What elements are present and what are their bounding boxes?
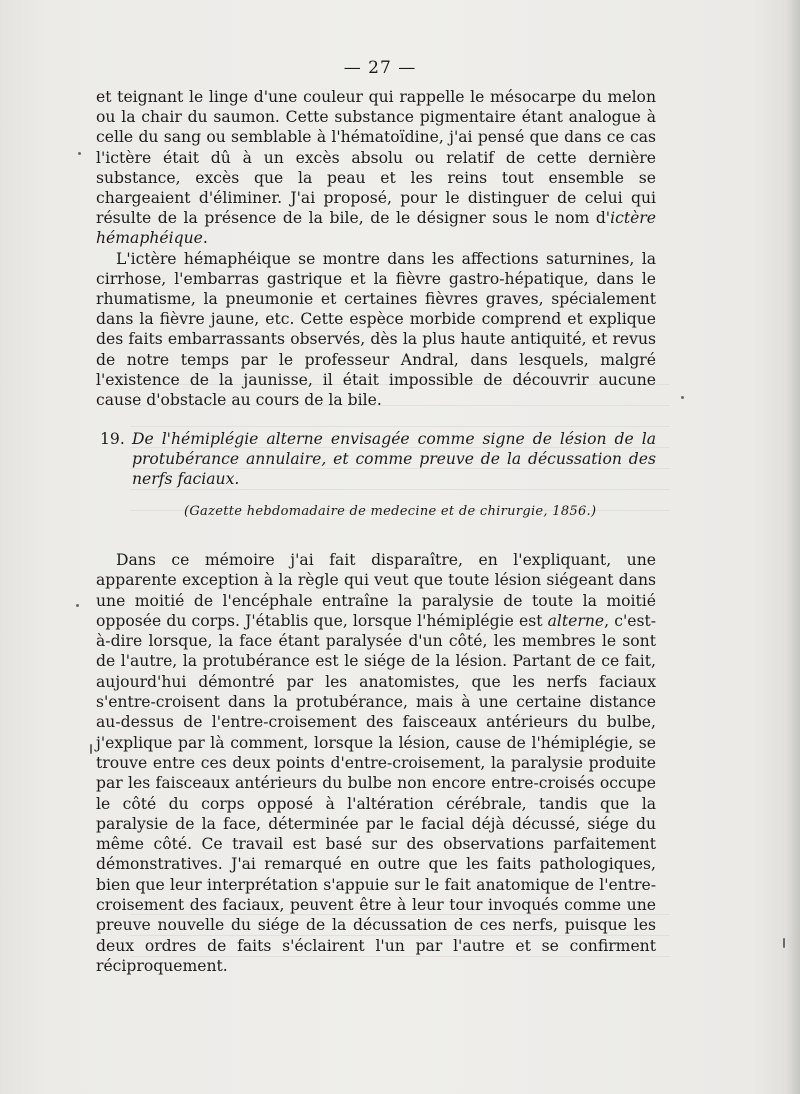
source-citation: (Gazette hebdomadaire de medecine et de chirurgie, 1856.) — [184, 504, 597, 519]
page-number: — 27 — — [343, 58, 417, 78]
emphasized-term: alterne — [547, 611, 605, 630]
section-heading — [100, 429, 656, 489]
speck-mark — [681, 396, 684, 399]
speck-mark — [76, 604, 79, 607]
emphasized-term: ictère hémaphéique — [96, 209, 656, 248]
speck-mark — [783, 938, 785, 948]
speck-mark — [90, 744, 92, 754]
page-edge-shadow — [786, 0, 800, 1094]
paragraph-icterus-occurrence: L'ictère hémaphéique se montre dans les affections saturnines, la cirrhose, l'embarras gastrique et la fièvre gastro-hépatique, dans le rhumatisme, la pneumonie et certaines fièvres graves, spécialement dans la fièvre jaune, etc. Cette espèce morbide comprend et explique des faits embarrassants observés, dès la plus haute antiquité, et revus de notre temps par le professeur Andral, dans lesquels, malgré l'existence de la jaunisse, il était impossible de découvrir aucune cause d'obstacle au cours de la bile. — [96, 249, 656, 410]
paragraph-hemiplegia — [96, 550, 656, 976]
section-number: 19. — [100, 430, 125, 448]
paragraph-text: Dans ce mémoire j'ai fait disparaître, en l'expliquant, une apparente exception à la règle qui veut que toute lésion siégeant dans une moitié de l'encéphale entraîne la paralysie de toute la moitié opposée du corps. J'établis que, lorsque l'hémiplégie est — [96, 551, 656, 630]
paragraph-text-end: . — [202, 229, 208, 248]
continued-text — [96, 87, 656, 410]
section-body — [96, 550, 656, 976]
speck-mark — [78, 152, 81, 155]
paragraph-icterus-definition — [96, 87, 656, 249]
paragraph-text: et teignant le linge d'une couleur qui rappelle le mésocarpe du melon ou la chair du saumon. Cette substance pigmentaire étant analogue à celle du sang ou semblable à l'hématoïdine, j'ai pensé que dans ce cas l'ictère était dû à un excès absolu ou relatif de cette dernière substance, excès que la peau et les reins tout ensemble se chargeaient d'éliminer. J'ai proposé, pour le distinguer de celui qui résulte de la présence de la bile, de le désigner sous le nom d' — [96, 88, 656, 228]
paragraph-text-continued: , c'est-à-dire lorsque, la face étant paralysée d'un côté, les membres le sont de l'autre, la protubérance est le siége de la lésion. Partant de ce fait, aujourd'hui démontré par les anatomistes, que les nerfs faciaux s'entre-croisent dans la protubérance, mais à une certaine distance au-dessus de l'entre-croisement des faisceaux antérieurs du bulbe, j'explique par là comment, lorsque la lésion, cause de l'hémiplégie, se trouve entre ces deux points d'entre-croisement, la paralysie produite par les faisceaux antérieurs du bulbe non encore entre-croisés occupe le côté du corps opposé à l'altération cérébrale, tandis que la paralysie de la face, déterminée par le facial déjà décussé, siége du même côté. Ce travail est basé sur des observations parfaitement démonstratives. J'ai remarqué en outre que les faits pathologiques, bien que leur interprétation s'appuie sur le fait anatomique de l'entre-croisement des faciaux, peuvent être à leur tour invoqués comme une preuve nouvelle du siége de la décussation de ces nerfs, puisque les deux ordres de faits s'éclairent l'un par l'autre et se confirment réciproquement. — [96, 611, 657, 975]
section-title: De l'hémiplégie alterne envisagée comme signe de lésion de la protubérance annulaire, et comme preuve de la décussation des nerfs faciaux. — [132, 430, 656, 488]
